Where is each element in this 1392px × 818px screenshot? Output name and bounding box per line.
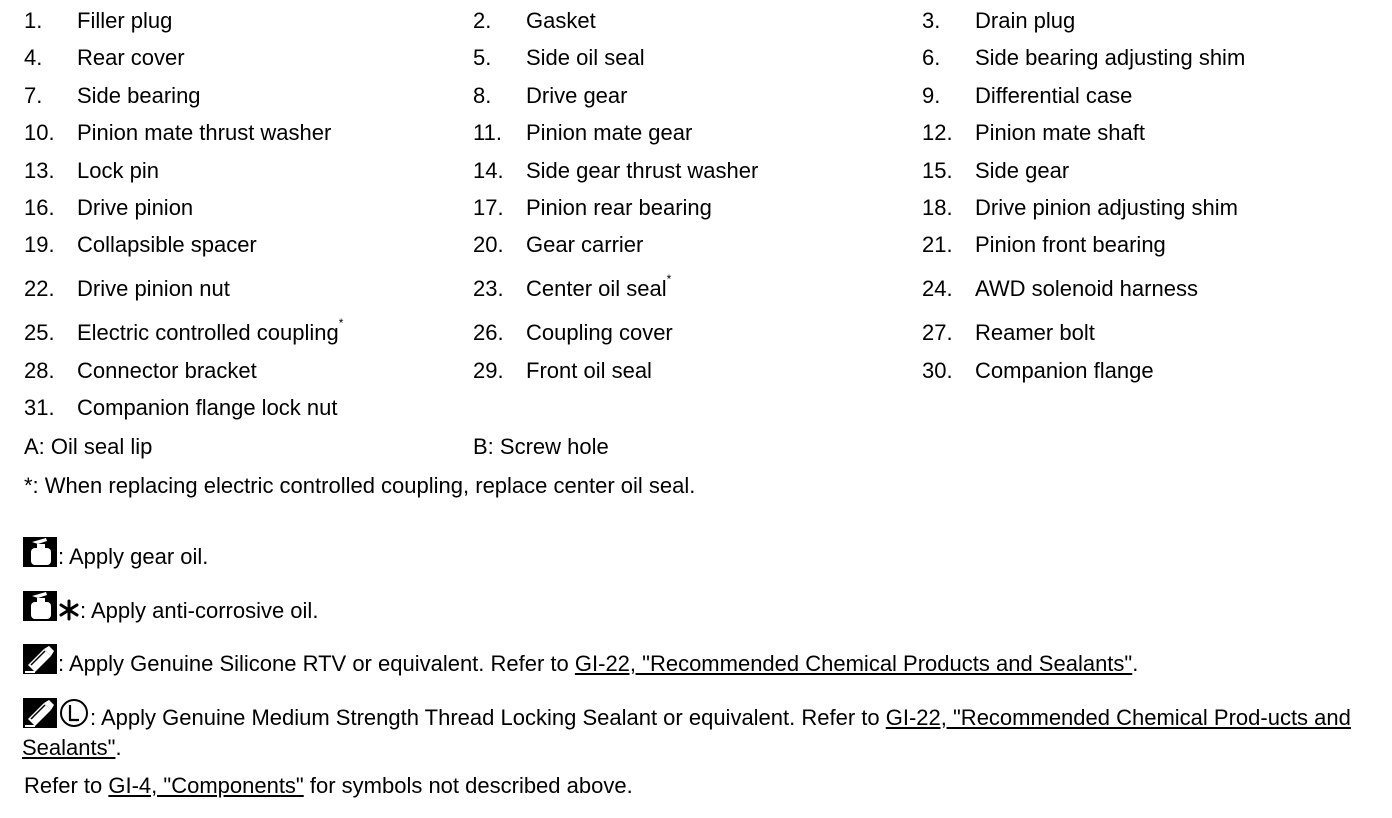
part-item: 2. Gasket	[473, 8, 596, 33]
part-item: 15. Side gear	[922, 157, 1070, 183]
rtv-reference-link[interactable]: GI-22, "Recommended Chemical Products and Sealants"	[574, 651, 1133, 676]
part-item: 9. Differential case	[922, 82, 1133, 108]
part-item: 26. Coupling cover	[473, 319, 673, 345]
part-item: 3. Drain plug	[922, 8, 1076, 33]
part-item: 8. Drive gear	[473, 82, 628, 108]
thread-reference-link[interactable]: GI-22, "Recommended Chemical Prod-ucts and Sealants"	[22, 705, 1351, 760]
part-item: 24. AWD solenoid harness	[922, 275, 1198, 301]
circled-l-icon	[58, 697, 90, 733]
part-item: 27. Reamer bolt	[922, 319, 1095, 345]
oil-can-icon	[22, 590, 58, 624]
part-item: 20. Gear carrier	[473, 232, 644, 258]
refer-line: Refer to GI-4, "Components" for symbols not described above.	[24, 773, 633, 798]
part-item: 18. Drive pinion adjusting shim	[922, 194, 1238, 220]
legend-gear-oil: : Apply gear oil.	[22, 536, 208, 570]
part-item: 16. Drive pinion	[24, 194, 194, 220]
part-item: 14. Side gear thrust washer	[473, 157, 759, 183]
part-item: 12. Pinion mate shaft	[922, 120, 1145, 146]
part-item: 31. Companion flange lock nut	[24, 395, 338, 421]
part-item: 5. Side oil seal	[473, 45, 645, 71]
part-item: 4. Rear cover	[24, 45, 185, 71]
part-item: 28. Connector bracket	[24, 357, 257, 383]
part-item: 7. Side bearing	[24, 82, 201, 108]
sealant-tube-icon	[22, 643, 58, 677]
part-item: 23. Center oil seal*	[473, 271, 672, 301]
part-item: 19. Collapsible spacer	[24, 232, 257, 258]
part-item: 10. Pinion mate thrust washer	[24, 120, 332, 146]
footnote-mark: *	[666, 271, 672, 286]
label-b: B: Screw hole	[473, 434, 609, 459]
oil-can-icon	[22, 536, 58, 570]
legend-rtv: : Apply Genuine Silicone RTV or equivalent. Refer to GI-22, "Recommended Chemical Products and Sealants".	[22, 643, 1138, 677]
part-item: 22. Drive pinion nut	[24, 275, 230, 301]
legend-anti-corrosive: : Apply anti-corrosive oil.	[22, 590, 318, 624]
part-item: 29. Front oil seal	[473, 357, 652, 383]
part-item: 21. Pinion front bearing	[922, 232, 1166, 258]
callout-labels	[24, 434, 1324, 462]
part-item: 25. Electric controlled coupling*	[24, 315, 344, 345]
footnote-mark: *	[338, 315, 344, 330]
part-item: 30. Companion flange	[922, 357, 1154, 383]
part-item: 6. Side bearing adjusting shim	[922, 45, 1246, 71]
label-a: A: Oil seal lip	[24, 434, 153, 459]
sealant-tube-icon	[22, 697, 58, 733]
part-item: 11. Pinion mate gear	[473, 120, 693, 146]
part-item: 1. Filler plug	[24, 8, 173, 33]
part-item: 13. Lock pin	[24, 157, 159, 183]
legend-thread-locking: : Apply Genuine Medium Strength Thread Locking Sealant or equivalent. Refer to GI-22, "Recommended Chemical Prod-ucts and Sealants".	[22, 697, 1362, 763]
asterisk-icon	[58, 598, 80, 624]
footnote: *: When replacing electric controlled coupling, replace center oil seal.	[24, 473, 696, 498]
components-reference-link[interactable]: GI-4, "Components"	[108, 773, 304, 798]
part-item: 17. Pinion rear bearing	[473, 194, 712, 220]
